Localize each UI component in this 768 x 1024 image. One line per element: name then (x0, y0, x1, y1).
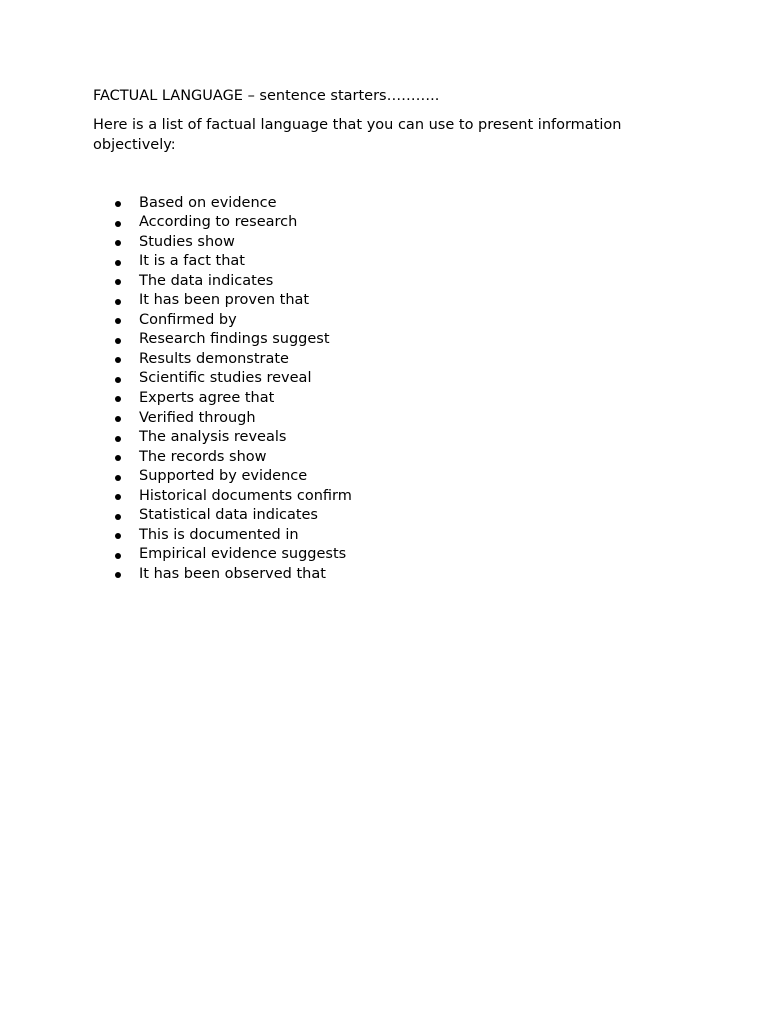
list-item-text: Scientific studies reveal (139, 370, 312, 387)
intro-paragraph: Here is a list of factual language that you can use to present information objectively: (93, 117, 622, 153)
list-item-text: The data indicates (139, 272, 274, 289)
bullet-point-icon (115, 279, 121, 285)
bullet-point-icon (115, 494, 121, 500)
list-item-text: According to research (139, 214, 298, 231)
bullet-point-icon (115, 533, 121, 539)
list-item-text: Based on evidence (139, 194, 277, 211)
bullet-point-icon (115, 240, 121, 246)
bullet-point-icon (115, 572, 121, 578)
list-item-text: Verified through (139, 409, 256, 426)
list-item-text: It has been proven that (139, 292, 310, 309)
list-item-text: Historical documents confirm (139, 487, 352, 504)
list-item-text: Experts agree that (139, 389, 275, 406)
list-item-text: The records show (139, 448, 267, 465)
bullet-point-icon (115, 299, 121, 305)
list-item-text: Results demonstrate (139, 350, 289, 367)
list-item-text: Supported by evidence (139, 468, 308, 485)
bullet-point-icon (115, 396, 121, 402)
bullet-point-icon (115, 260, 121, 266)
list-item-text: It has been observed that (139, 565, 326, 582)
list-item-text: Confirmed by (139, 311, 237, 328)
list-item-text: It is a fact that (139, 253, 245, 270)
list-item-text: The analysis reveals (139, 429, 287, 446)
bullet-point-icon (115, 514, 121, 520)
bullet-point-icon (115, 475, 121, 481)
bullet-point-icon (115, 338, 121, 344)
list-item-text: Research findings suggest (139, 331, 330, 348)
list-item-text: Studies show (139, 233, 235, 250)
bullet-point-icon (115, 416, 121, 422)
bullet-point-icon (115, 221, 121, 227)
bullet-point-icon (115, 318, 121, 324)
bullet-point-icon (115, 201, 121, 207)
list-item-text: Empirical evidence suggests (139, 546, 347, 563)
list-item-text: Statistical data indicates (139, 507, 318, 524)
list-item-text: This is documented in (139, 526, 299, 543)
bullet-point-icon (115, 455, 121, 461)
document-title: FACTUAL LANGUAGE – sentence starters……….. (93, 88, 440, 104)
bullet-point-icon (115, 436, 121, 442)
bullet-point-icon (115, 357, 121, 363)
bullet-point-icon (115, 377, 121, 383)
bullet-point-icon (115, 553, 121, 559)
